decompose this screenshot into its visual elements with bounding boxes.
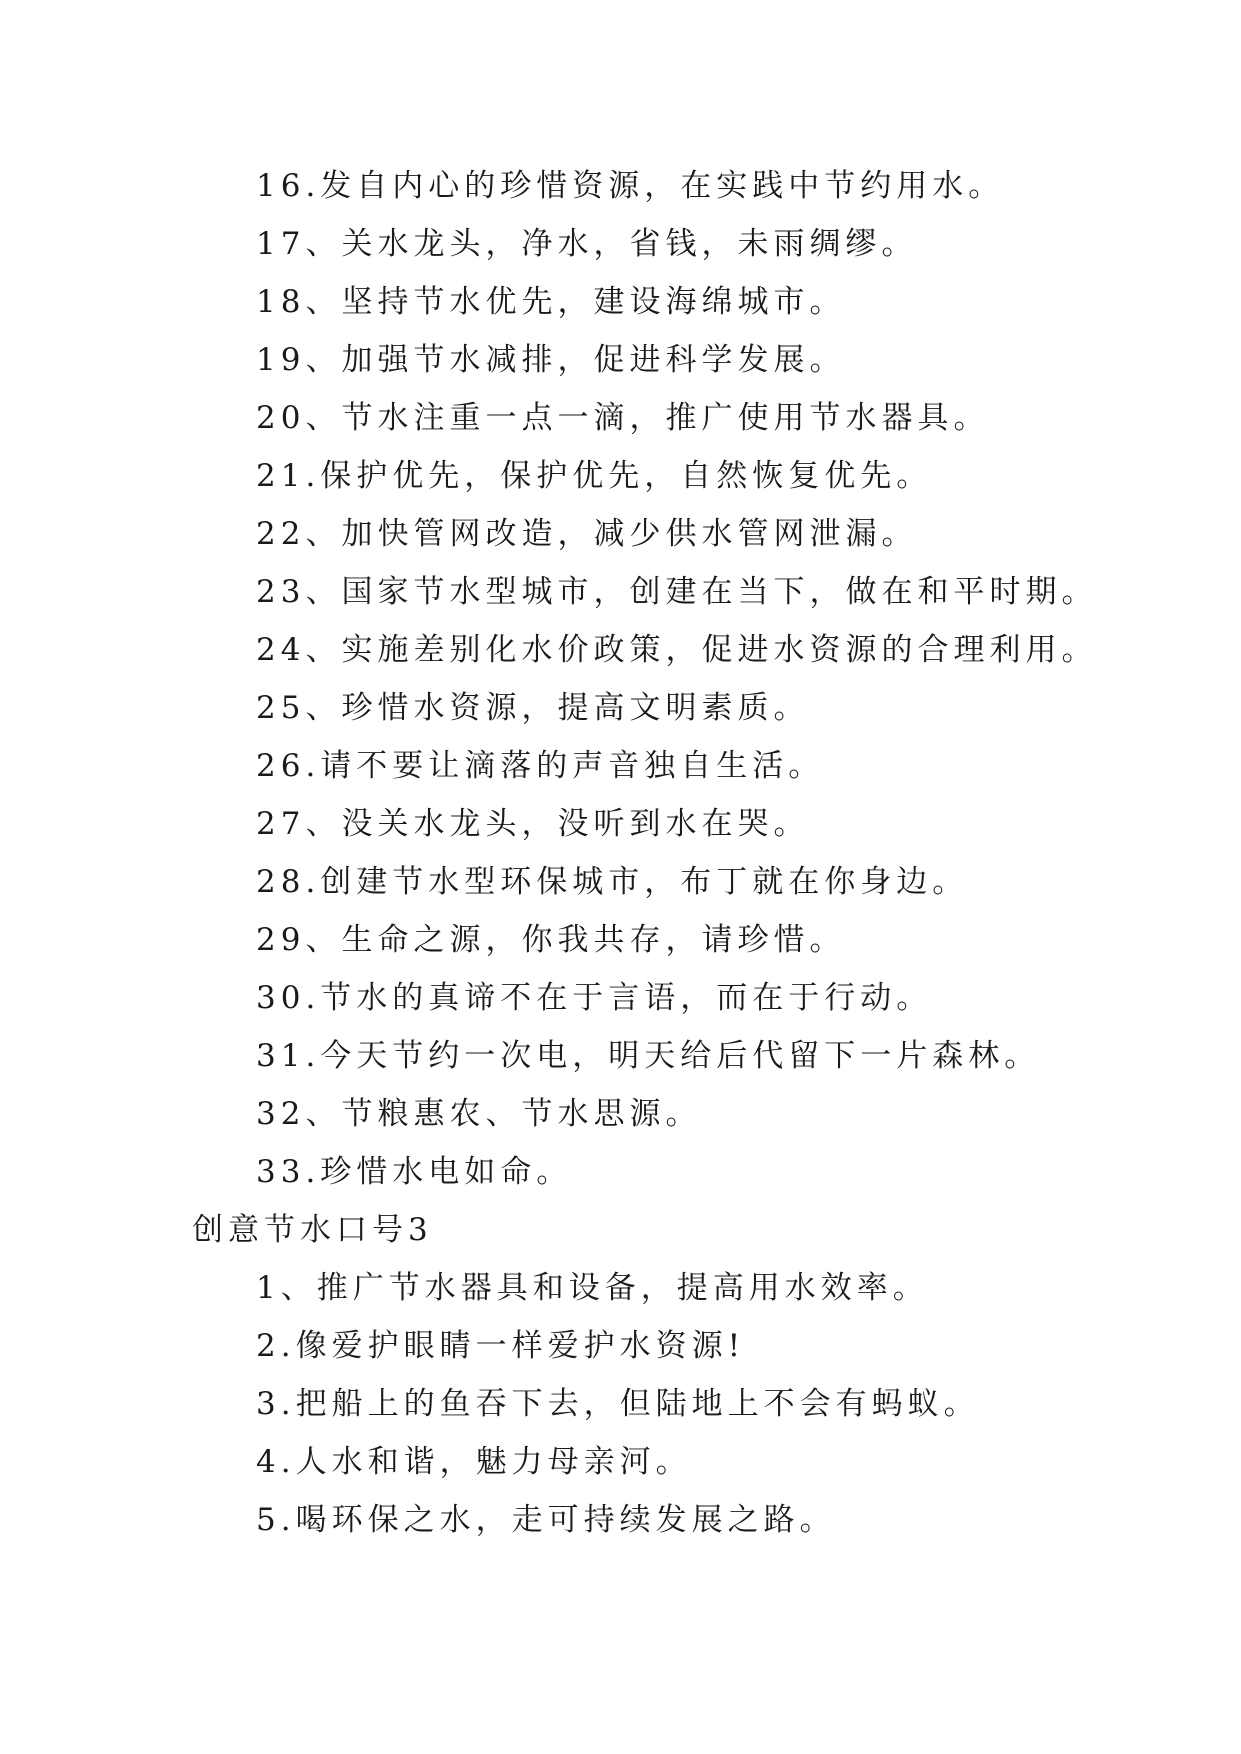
slogan-b-1: 1、推广节水器具和设备，提高用水效率。 — [256, 1270, 929, 1306]
slogan-b-2: 2.像爱护眼睛一样爱护水资源! — [256, 1328, 746, 1364]
slogan-24: 24、实施差别化水价政策，促进水资源的合理利用。 — [256, 632, 1098, 668]
slogan-17: 17、关水龙头，净水，省钱，未雨绸缪。 — [256, 226, 918, 262]
slogan-b-5: 5.喝环保之水，走可持续发展之路。 — [256, 1502, 836, 1538]
slogan-18: 18、坚持节水优先，建设海绵城市。 — [256, 284, 846, 320]
slogan-19: 19、加强节水减排，促进科学发展。 — [256, 342, 846, 378]
section-heading: 创意节水口号3 — [192, 1212, 433, 1248]
slogan-28: 28.创建节水型环保城市，布丁就在你身边。 — [256, 864, 969, 900]
slogan-32: 32、节粮惠农、节水思源。 — [256, 1096, 702, 1132]
slogan-30: 30.节水的真谛不在于言语，而在于行动。 — [256, 980, 933, 1016]
slogan-21: 21.保护优先，保护优先，自然恢复优先。 — [256, 458, 933, 494]
slogan-27: 27、没关水龙头，没听到水在哭。 — [256, 806, 810, 842]
slogan-29: 29、生命之源，你我共存，请珍惜。 — [256, 922, 846, 958]
slogan-31: 31.今天节约一次电，明天给后代留下一片森林。 — [256, 1038, 1041, 1074]
slogan-16: 16.发自内心的珍惜资源，在实践中节约用水。 — [256, 168, 1005, 204]
slogan-20: 20、节水注重一点一滴，推广使用节水器具。 — [256, 400, 990, 436]
slogan-23: 23、国家节水型城市，创建在当下，做在和平时期。 — [256, 574, 1098, 610]
slogan-25: 25、珍惜水资源，提高文明素质。 — [256, 690, 810, 726]
slogan-b-3: 3.把船上的鱼吞下去，但陆地上不会有蚂蚁。 — [256, 1386, 980, 1422]
slogan-33: 33.珍惜水电如命。 — [256, 1154, 573, 1190]
slogan-b-4: 4.人水和谐，魅力母亲河。 — [256, 1444, 692, 1480]
slogan-22: 22、加快管网改造，减少供水管网泄漏。 — [256, 516, 918, 552]
slogan-26: 26.请不要让滴落的声音独自生活。 — [256, 748, 825, 784]
